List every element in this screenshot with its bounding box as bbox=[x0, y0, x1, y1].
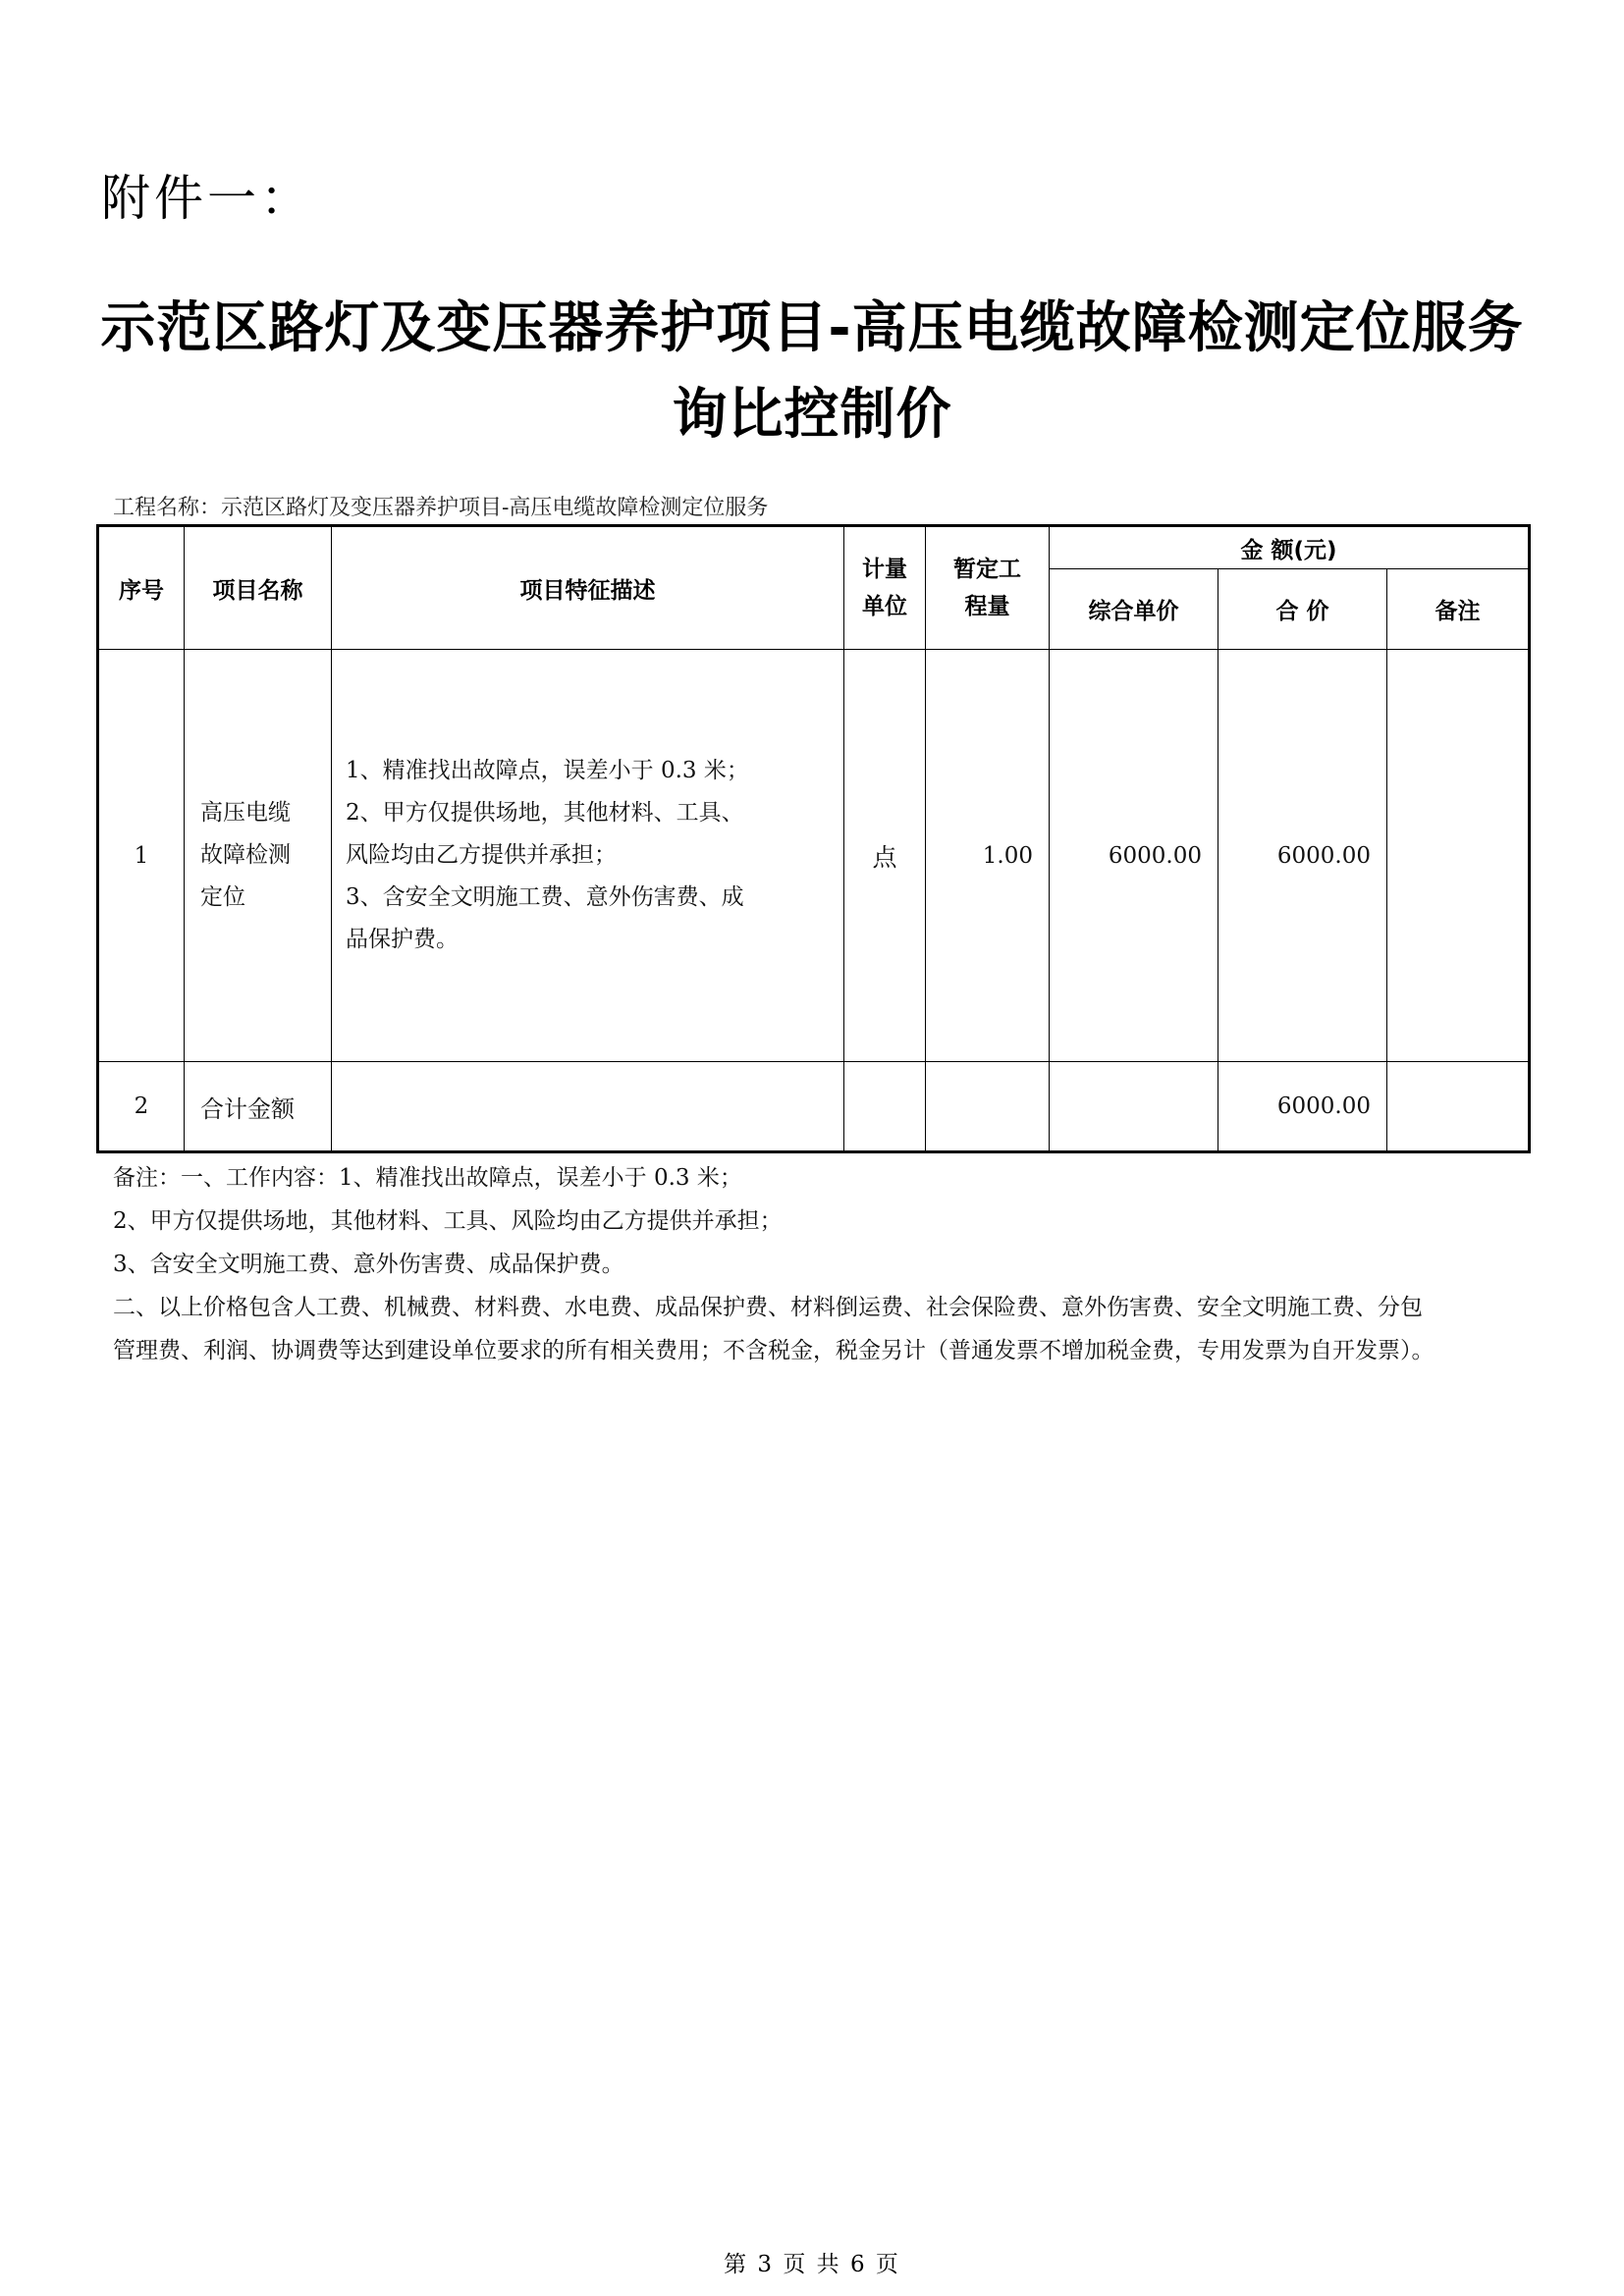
row1-total: 6000.00 bbox=[1218, 650, 1387, 1062]
page-title-line1: 示范区路灯及变压器养护项目-高压电缆故障检测定位服务 bbox=[100, 296, 1524, 360]
note-line: 3、含安全文明施工费、意外伤害费、成品保护费。 bbox=[113, 1252, 624, 1277]
notes-block bbox=[113, 1156, 1527, 1372]
header-seq: 序号 bbox=[98, 526, 185, 650]
table-row bbox=[98, 1062, 1530, 1152]
header-row-1 bbox=[98, 526, 1530, 569]
row1-remark bbox=[1387, 650, 1530, 1062]
row1-qty: 1.00 bbox=[926, 650, 1050, 1062]
attachment-label: 附件一： bbox=[101, 170, 313, 227]
note-line: 管理费、利润、协调费等达到建设单位要求的所有相关费用；不含税金，税金另计（普通发票不增加税金费，专用发票为自开发票）。 bbox=[113, 1338, 1435, 1363]
row1-item-name-line: 故障检测 bbox=[200, 842, 291, 868]
row2-unit-price bbox=[1050, 1062, 1218, 1152]
page-title-line2: 询比控制价 bbox=[672, 383, 952, 447]
row1-description-line: 1、精准找出故障点，误差小于 0.3 米； bbox=[346, 758, 749, 783]
row1-description-line: 品保护费。 bbox=[346, 927, 459, 952]
row2-total: 6000.00 bbox=[1218, 1062, 1387, 1152]
row1-item-name bbox=[185, 650, 332, 1062]
header-amount-group: 金 额(元) bbox=[1050, 526, 1530, 569]
header-remark: 备注 bbox=[1387, 569, 1530, 650]
header-total: 合 价 bbox=[1218, 569, 1387, 650]
header-unit-line2: 单位 bbox=[862, 594, 907, 619]
header-unit-line1: 计量 bbox=[862, 557, 907, 582]
row1-unit: 点 bbox=[844, 650, 926, 1062]
header-qty bbox=[926, 526, 1050, 650]
row1-unit-price: 6000.00 bbox=[1050, 650, 1218, 1062]
price-table bbox=[96, 524, 1531, 1153]
row1-description-line: 2、甲方仅提供场地，其他材料、工具、 bbox=[346, 800, 744, 826]
row2-remark bbox=[1387, 1062, 1530, 1152]
header-qty-line1: 暂定工 bbox=[953, 557, 1021, 582]
row1-description-line: 风险均由乙方提供并承担； bbox=[346, 842, 617, 868]
row2-qty bbox=[926, 1062, 1050, 1152]
header-unit-price: 综合单价 bbox=[1050, 569, 1218, 650]
note-line: 2、甲方仅提供场地，其他材料、工具、风险均由乙方提供并承担； bbox=[113, 1208, 783, 1234]
header-unit bbox=[844, 526, 926, 650]
header-item-name: 项目名称 bbox=[185, 526, 332, 650]
row1-description bbox=[332, 650, 844, 1062]
header-qty-line2: 程量 bbox=[964, 594, 1010, 619]
row1-item-name-line: 高压电缆 bbox=[200, 800, 291, 826]
row2-description bbox=[332, 1062, 844, 1152]
row2-unit bbox=[844, 1062, 926, 1152]
table-row bbox=[98, 650, 1530, 1062]
row1-description-line: 3、含安全文明施工费、意外伤害费、成 bbox=[346, 884, 744, 910]
note-line: 备注：一、工作内容：1、精准找出故障点，误差小于 0.3 米； bbox=[113, 1165, 742, 1191]
row1-item-name-line: 定位 bbox=[200, 884, 245, 910]
note-line: 二、以上价格包含人工费、机械费、材料费、水电费、成品保护费、材料倒运费、社会保险费、意外伤害费、安全文明施工费、分包 bbox=[113, 1295, 1423, 1320]
row1-seq: 1 bbox=[98, 650, 185, 1062]
row2-seq: 2 bbox=[98, 1062, 185, 1152]
header-description: 项目特征描述 bbox=[332, 526, 844, 650]
page-footer: 第 3 页 共 6 页 bbox=[724, 2252, 900, 2277]
row2-item-name: 合计金额 bbox=[185, 1062, 332, 1152]
project-name-line: 工程名称：示范区路灯及变压器养护项目-高压电缆故障检测定位服务 bbox=[113, 496, 769, 520]
